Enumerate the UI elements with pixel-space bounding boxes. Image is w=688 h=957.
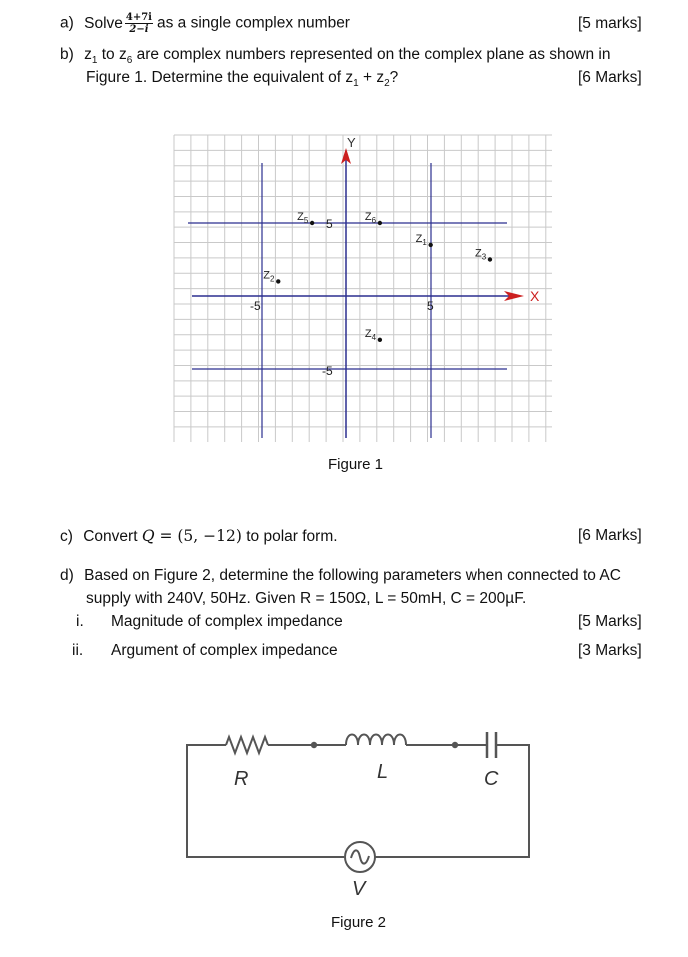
point-z6	[378, 221, 382, 225]
wire-right	[375, 745, 529, 857]
question-c-suffix: to polar form.	[241, 528, 338, 545]
tick-pos-x: 5	[427, 299, 434, 313]
point-label-z1: $Z_1$	[415, 232, 427, 247]
point-label-sub: 1	[422, 237, 427, 247]
point-z2	[276, 279, 280, 283]
text-segment: to z	[97, 46, 127, 63]
point-label-z2: $Z_2$	[263, 269, 275, 284]
figure-2-caption: Figure 2	[331, 914, 387, 931]
point-label-sub: 6	[371, 216, 377, 225]
point-label-sub: 4	[371, 332, 377, 342]
point-z5	[310, 221, 314, 225]
question-d-item-1-num: i.	[76, 613, 84, 630]
question-d-line1	[60, 567, 621, 585]
point-label-sub: 5	[303, 216, 309, 225]
question-c	[60, 527, 338, 546]
point-label-sub: 2	[269, 274, 275, 284]
question-c-label: c)	[60, 528, 73, 545]
grid	[174, 135, 552, 442]
question-d-item-2-text: Argument of complex impedance	[111, 642, 338, 659]
resistor-icon	[226, 737, 268, 753]
text-segment: Figure 1. Determine the equivalent of z	[86, 69, 354, 86]
z-subscript: 2	[384, 78, 390, 90]
question-d-item-1-marks: [5 Marks]	[578, 613, 642, 630]
question-d-line2: supply with 240V, 50Hz. Given R = 150Ω, L = 50mH, C = 200µF.	[86, 590, 527, 607]
tick-pos-y: 5	[326, 217, 333, 231]
fraction-denominator: 2−i	[129, 24, 149, 35]
question-d-item-2-num: ii.	[72, 642, 84, 659]
figure-2-rlc-circuit	[0, 715, 688, 905]
text-segment: ?	[389, 69, 399, 86]
z-subscript: 1	[353, 78, 359, 90]
capacitor-label: C	[484, 768, 499, 790]
z-subscript: 1	[91, 55, 98, 67]
points	[263, 211, 492, 342]
text-segment: + z	[358, 69, 385, 86]
z-subscript: 6	[126, 55, 133, 67]
point-label-z3: $Z_3$	[474, 247, 487, 262]
inductor-icon	[346, 735, 406, 746]
point-z3	[488, 257, 492, 261]
point-z4	[378, 338, 382, 342]
figure-1-caption: Figure 1	[328, 456, 384, 473]
tick-neg-x: -5	[250, 299, 261, 313]
x-axis-label: X	[530, 288, 540, 304]
question-a-label: a)	[60, 14, 74, 32]
ac-wave-icon	[351, 850, 369, 863]
tick-neg-y: -5	[322, 364, 333, 378]
inductor-label: L	[377, 761, 389, 783]
point-label-sub: 3	[481, 252, 487, 262]
question-a-prefix: Solve	[84, 14, 123, 32]
point-label-z5: $Z_5$	[297, 211, 309, 225]
question-b-marks: [6 Marks]	[578, 69, 642, 86]
point-label-z4: $Z_4$	[364, 327, 377, 342]
question-d-text1: Based on Figure 2, determine the following parameters when connected to AC	[84, 567, 621, 584]
question-d-item-1-text: Magnitude of complex impedance	[111, 613, 343, 630]
q-variable: Q	[141, 527, 155, 545]
y-axis-label: Y	[347, 135, 356, 150]
point-z1	[428, 243, 432, 247]
question-a-suffix: as a single complex number	[156, 14, 350, 32]
node-dot	[311, 742, 317, 748]
node-dot	[452, 742, 458, 748]
point-label-z6: $Z_6$	[364, 211, 377, 225]
question-a-marks: [5 marks]	[578, 15, 642, 32]
text-segment: are complex numbers represented on the complex plane as shown in	[132, 46, 611, 63]
question-d-item-2-marks: [3 Marks]	[578, 642, 642, 659]
question-c-marks: [6 Marks]	[578, 527, 642, 544]
source-label: V	[352, 878, 366, 900]
question-b-label: b)	[60, 46, 74, 63]
fraction-numerator: 4+7i	[125, 12, 152, 23]
question-c-prefix: Convert	[83, 528, 142, 545]
question-d-label: d)	[60, 567, 74, 584]
axes	[188, 148, 524, 438]
resistor-label: R	[234, 768, 249, 790]
z-letter: z	[84, 46, 92, 63]
wire-left	[187, 745, 344, 857]
q-value: = (5, −12)	[154, 527, 242, 545]
